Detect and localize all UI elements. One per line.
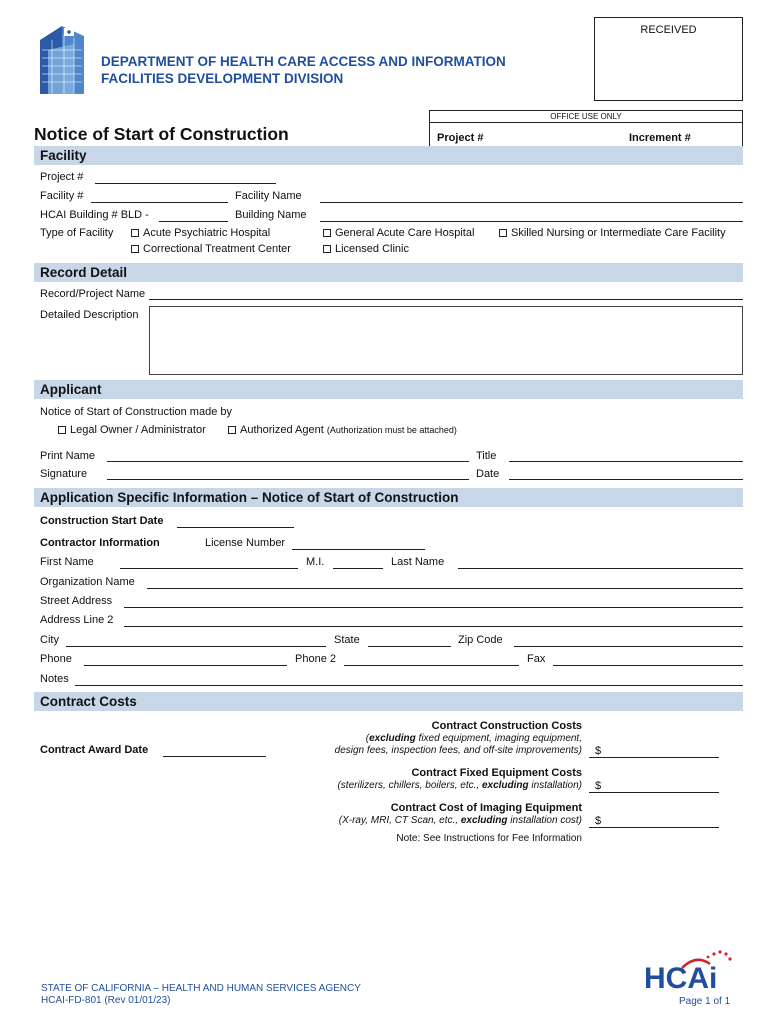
general-acute-option[interactable]: General Acute Care Hospital xyxy=(323,227,474,239)
first-name-label: First Name xyxy=(40,556,94,568)
print-name-field[interactable] xyxy=(107,461,469,462)
department-building-logo xyxy=(34,20,96,96)
middle-initial-label: M.I. xyxy=(306,556,325,568)
construction-dollar-sign: $ xyxy=(595,745,602,757)
facility-number-field[interactable] xyxy=(91,202,228,203)
facility-section-heading: Facility xyxy=(34,146,743,165)
contract-costs-section-heading: Contract Costs xyxy=(34,692,743,711)
contract-award-date-field[interactable] xyxy=(163,756,266,757)
city-field[interactable] xyxy=(66,646,326,647)
form-number: HCAI-FD-801 (Rev 01/01/23) xyxy=(41,995,171,1006)
received-label: RECEIVED xyxy=(640,24,697,36)
street-address-label: Street Address xyxy=(40,595,113,607)
middle-initial-field[interactable] xyxy=(333,568,383,569)
state-field[interactable] xyxy=(368,646,451,647)
signature-field[interactable] xyxy=(107,479,469,480)
construction-start-date-field[interactable] xyxy=(177,527,294,528)
zip-code-label: Zip Code xyxy=(458,634,503,646)
application-info-section-heading: Application Specific Information – Notice of Start of Construction xyxy=(34,488,743,507)
checkbox[interactable] xyxy=(131,245,139,253)
title-field[interactable] xyxy=(509,461,743,462)
organization-name-field[interactable] xyxy=(147,588,743,589)
acute-psychiatric-option[interactable]: Acute Psychiatric Hospital xyxy=(131,227,270,239)
zip-code-field[interactable] xyxy=(514,646,743,647)
imaging-equipment-dollar-sign: $ xyxy=(595,815,602,827)
organization-name-label: Organization Name xyxy=(40,576,135,588)
licensed-clinic-option[interactable]: Licensed Clinic xyxy=(323,243,409,255)
hcai-logo xyxy=(640,948,736,992)
page-number: Page 1 of 1 xyxy=(679,996,731,1007)
record-name-label: Record/Project Name xyxy=(40,288,146,300)
fixed-equipment-dollar-sign: $ xyxy=(595,780,602,792)
address-line-2-label: Address Line 2 xyxy=(40,614,114,626)
department-name: DEPARTMENT OF HEALTH CARE ACCESS AND INFORMATION xyxy=(101,54,506,69)
fee-instructions-note: Note: See Instructions for Fee Information xyxy=(396,833,582,844)
form-title: Notice of Start of Construction xyxy=(34,124,289,144)
office-use-label: OFFICE USE ONLY xyxy=(430,111,742,123)
license-number-label: License Number xyxy=(205,537,286,549)
record-name-field[interactable] xyxy=(149,299,743,300)
fixed-equipment-note: (sterilizers, chillers, boilers, etc., excluding installation) xyxy=(337,780,582,791)
facility-name-label: Facility Name xyxy=(235,190,302,202)
office-project-label: Project # xyxy=(437,132,484,144)
notes-field[interactable] xyxy=(75,685,743,686)
imaging-equipment-costs-field[interactable] xyxy=(589,827,719,828)
print-name-label: Print Name xyxy=(40,450,96,462)
first-name-field[interactable] xyxy=(120,568,298,569)
project-label: Project # xyxy=(40,171,84,183)
phone-field[interactable] xyxy=(84,665,287,666)
record-detail-section-heading: Record Detail xyxy=(34,263,743,282)
contract-award-date-label: Contract Award Date xyxy=(40,744,149,756)
facility-name-field[interactable] xyxy=(320,202,743,203)
office-increment-label: Increment # xyxy=(629,132,691,144)
last-name-field[interactable] xyxy=(458,568,743,569)
title-label: Title xyxy=(476,450,497,462)
office-use-box xyxy=(429,110,743,147)
imaging-equipment-note: (X-ray, MRI, CT Scan, etc., excluding installation cost) xyxy=(338,815,582,826)
phone-2-field[interactable] xyxy=(344,665,519,666)
legal-owner-option[interactable]: Legal Owner / Administrator xyxy=(58,424,206,436)
applicant-section-heading: Applicant xyxy=(34,380,743,399)
address-line-2-field[interactable] xyxy=(124,626,743,627)
construction-costs-title: Contract Construction Costs xyxy=(431,720,582,732)
checkbox[interactable] xyxy=(323,245,331,253)
contractor-information-label: Contractor Information xyxy=(40,537,160,549)
detailed-description-label: Detailed Description xyxy=(40,309,139,321)
construction-start-date-label: Construction Start Date xyxy=(40,515,164,527)
building-number-label: HCAI Building # BLD - xyxy=(40,209,149,221)
received-stamp-box xyxy=(594,17,743,101)
construction-costs-note-line1: (excluding fixed equipment, imaging equipment, xyxy=(365,733,582,744)
hcai-logo-text: HCAi xyxy=(644,962,718,992)
date-label: Date xyxy=(476,468,500,480)
building-number-field[interactable] xyxy=(159,221,228,222)
phone-2-label: Phone 2 xyxy=(295,653,336,665)
made-by-label: Notice of Start of Construction made by xyxy=(40,406,232,418)
fax-field[interactable] xyxy=(553,665,743,666)
notes-label: Notes xyxy=(40,673,69,685)
city-label: City xyxy=(40,634,59,646)
last-name-label: Last Name xyxy=(391,556,445,568)
imaging-equipment-costs-title: Contract Cost of Imaging Equipment xyxy=(390,802,582,814)
construction-costs-field[interactable] xyxy=(589,757,719,758)
fixed-equipment-costs-field[interactable] xyxy=(589,792,719,793)
authorized-agent-option[interactable]: Authorized Agent (Authorization must be attached) xyxy=(228,424,457,436)
phone-label: Phone xyxy=(40,653,72,665)
type-of-facility-label: Type of Facility xyxy=(40,227,114,239)
fax-label: Fax xyxy=(527,653,546,665)
project-field[interactable] xyxy=(95,183,276,184)
state-label: State xyxy=(334,634,360,646)
street-address-field[interactable] xyxy=(124,607,743,608)
building-name-label: Building Name xyxy=(235,209,307,221)
checkbox[interactable] xyxy=(58,426,66,434)
fixed-equipment-costs-title: Contract Fixed Equipment Costs xyxy=(411,767,582,779)
division-name: FACILITIES DEVELOPMENT DIVISION xyxy=(101,71,344,86)
construction-costs-note-line2: design fees, inspection fees, and off-site improvements) xyxy=(334,745,582,756)
detailed-description-field[interactable] xyxy=(149,306,743,375)
signature-label: Signature xyxy=(40,468,88,480)
agency-name: STATE OF CALIFORNIA – HEALTH AND HUMAN SERVICES AGENCY xyxy=(41,983,361,994)
skilled-nursing-option[interactable]: Skilled Nursing or Intermediate Care Facility xyxy=(499,227,726,239)
date-field[interactable] xyxy=(509,479,743,480)
correctional-treatment-option[interactable]: Correctional Treatment Center xyxy=(131,243,291,255)
checkbox[interactable] xyxy=(228,426,236,434)
checkbox[interactable] xyxy=(131,229,139,237)
facility-number-label: Facility # xyxy=(40,190,84,202)
license-number-field[interactable] xyxy=(292,549,425,550)
building-name-field[interactable] xyxy=(320,221,743,222)
checkbox[interactable] xyxy=(323,229,331,237)
checkbox[interactable] xyxy=(499,229,507,237)
